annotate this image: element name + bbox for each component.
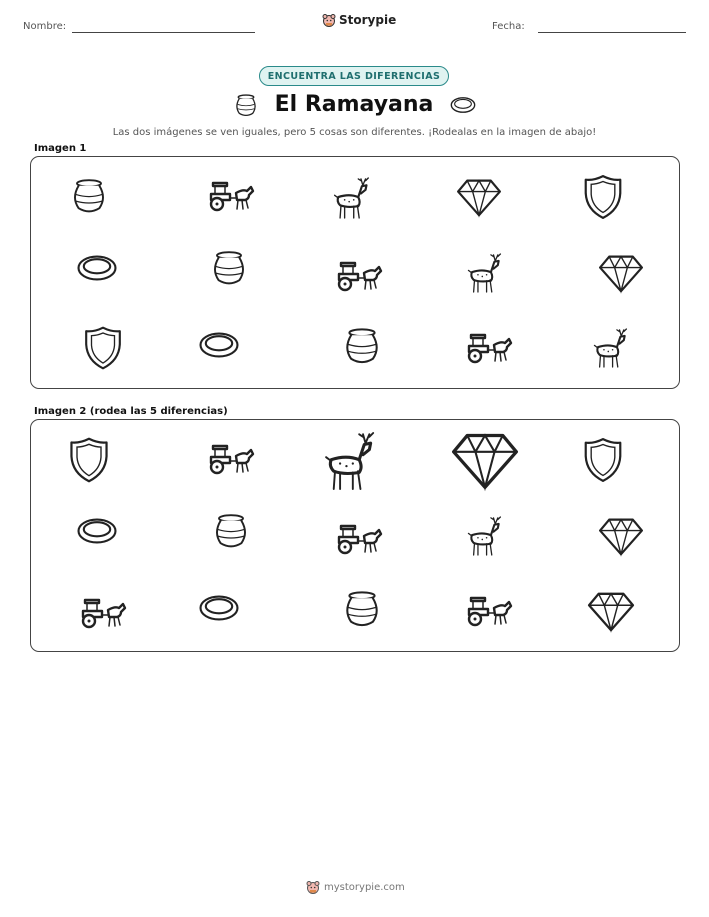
pot-icon	[211, 510, 251, 554]
chariot-icon	[465, 331, 513, 365]
chariot-icon	[335, 522, 383, 556]
name-field[interactable]	[72, 32, 255, 33]
deer-icon	[331, 173, 371, 223]
shield-icon	[81, 325, 125, 371]
storypie-logo-icon	[322, 13, 336, 27]
diamond-icon	[597, 516, 645, 556]
chariot-icon	[79, 596, 127, 630]
shield-icon	[67, 436, 111, 484]
pot-icon	[209, 247, 249, 291]
diamond-icon	[597, 253, 645, 293]
deer-icon	[465, 512, 503, 560]
ring-icon	[197, 329, 241, 361]
panel1-label: Imagen 1	[34, 143, 87, 154]
image1-panel	[30, 156, 680, 389]
brand-name: Storypie	[339, 13, 397, 27]
ring-icon	[75, 252, 119, 284]
shield-icon	[583, 436, 623, 484]
shield-icon	[583, 173, 623, 221]
page-title: El Ramayana	[274, 92, 434, 117]
instructions-text: Las dos imágenes se ven iguales, pero 5 cosas son diferentes. ¡Rodealas en la imagen de abajo!	[112, 127, 597, 138]
deer-icon	[465, 249, 503, 297]
footer	[306, 880, 405, 894]
pot-icon	[341, 325, 383, 369]
date-field[interactable]	[538, 32, 686, 33]
ring-icon	[75, 515, 119, 547]
diamond-icon	[445, 430, 525, 490]
storypie-logo-icon	[306, 880, 320, 894]
image2-panel	[30, 419, 680, 652]
chariot-icon	[207, 179, 255, 213]
chariot-icon	[335, 259, 383, 293]
pot-icon	[341, 588, 383, 632]
diamond-icon	[587, 590, 635, 632]
ring-icon	[449, 95, 477, 115]
date-label: Fecha:	[492, 21, 525, 32]
panel2-label: Imagen 2 (rodea las 5 diferencias)	[34, 406, 228, 417]
brand-logo	[322, 13, 396, 27]
pot-icon	[232, 93, 260, 119]
chariot-icon	[465, 594, 513, 628]
pot-icon	[69, 175, 109, 219]
diamond-icon	[455, 177, 503, 217]
deer-icon	[591, 323, 629, 373]
activity-badge: ENCUENTRA LAS DIFERENCIAS	[259, 66, 449, 86]
ring-icon	[197, 592, 241, 624]
name-label: Nombre:	[23, 21, 67, 32]
chariot-icon	[207, 442, 255, 476]
deer-icon	[321, 426, 377, 496]
footer-url: mystorypie.com	[324, 881, 405, 893]
